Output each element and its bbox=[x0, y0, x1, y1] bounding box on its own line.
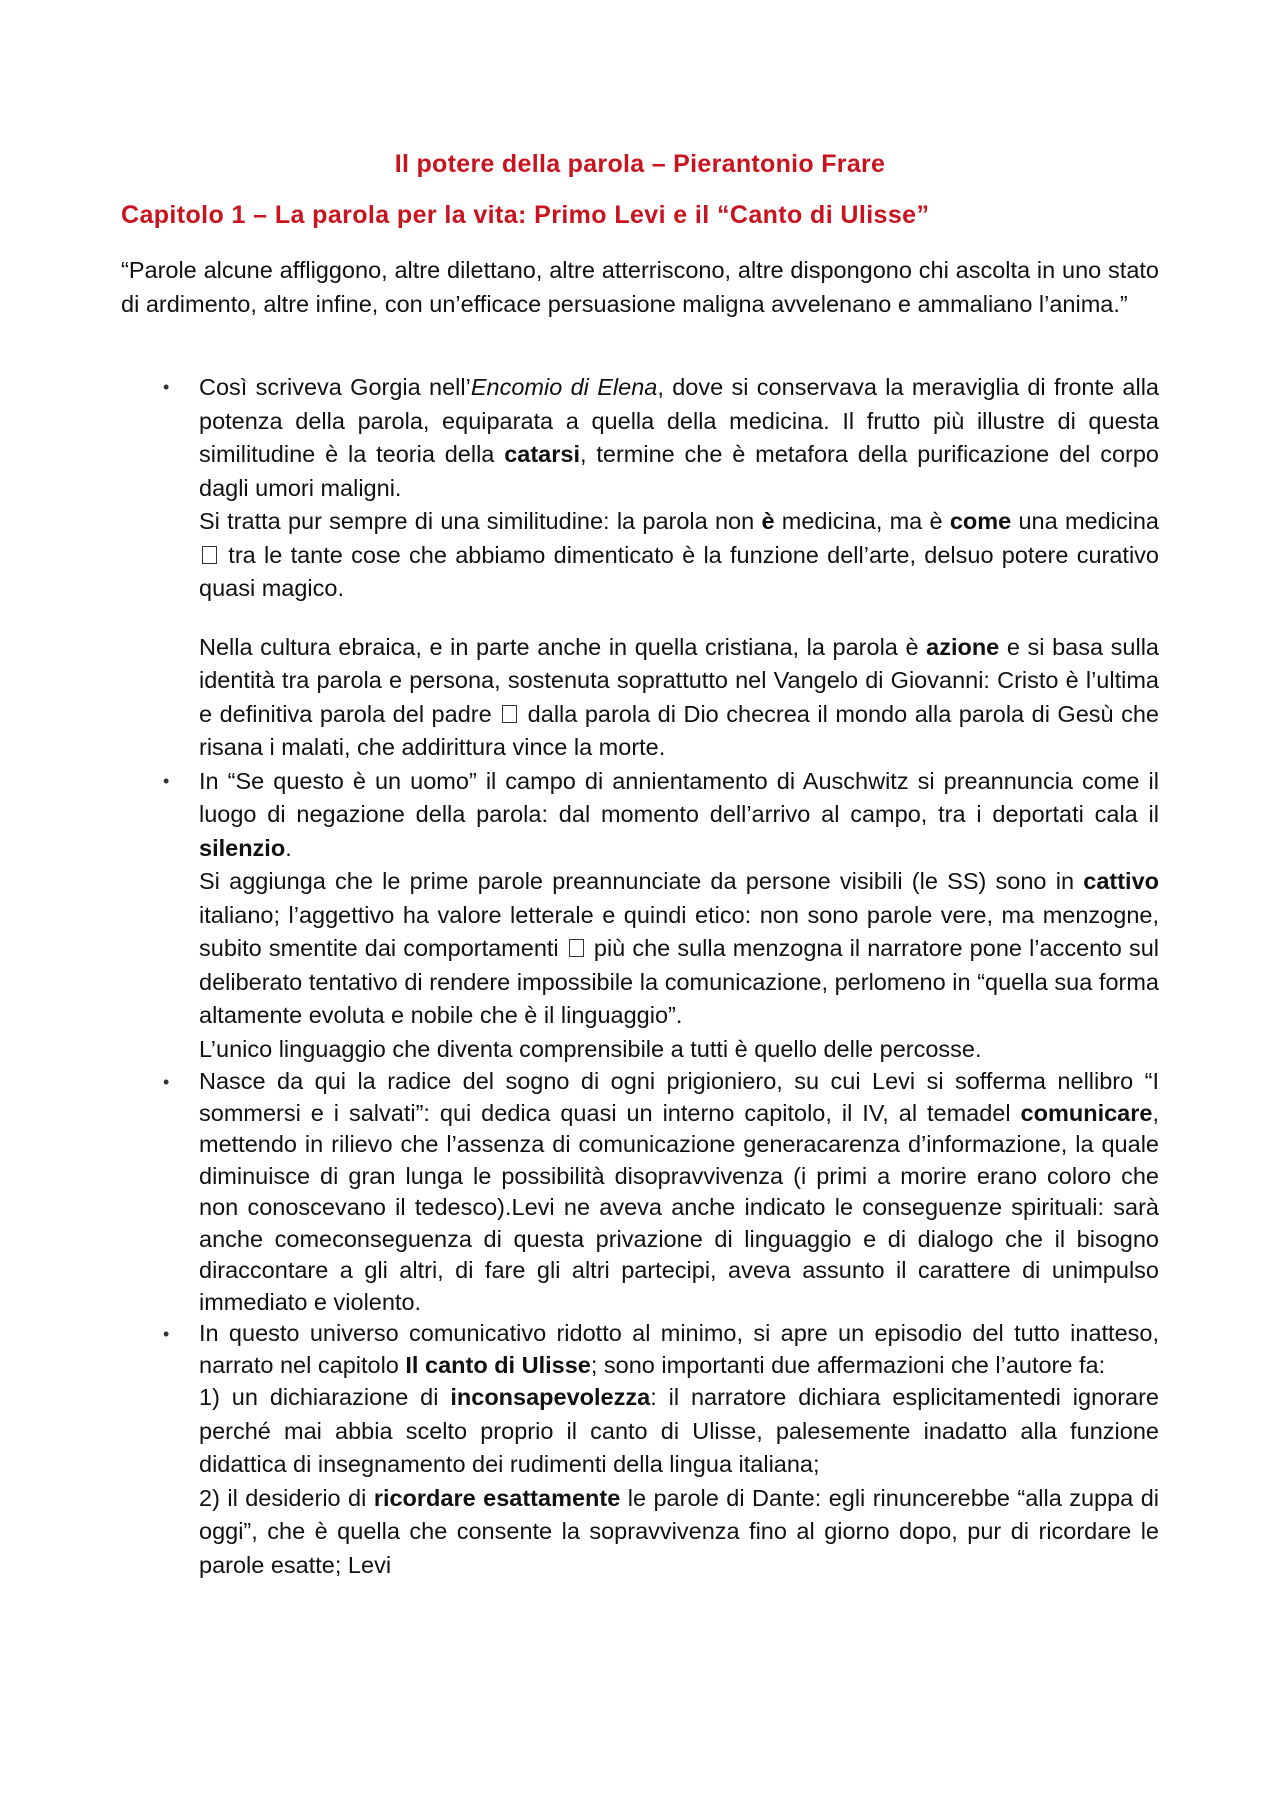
bullet-icon: • bbox=[163, 1072, 170, 1092]
missing-glyph-icon bbox=[202, 546, 217, 564]
bullet-list bbox=[121, 371, 1159, 1582]
paragraph: Nella cultura ebraica, e in parte anche in quella cristiana, la parola è azione e si basa sulla identità tra parola e persona, sostenuta soprattutto nel Vangelo di Giovanni: Cristo è l’ultima e definitiva parola del padre dalla parola di Dio checrea il mondo alla parola di Gesù che risana i malati, che addirittura vince la morte. bbox=[199, 633, 1159, 760]
paragraph: Nasce da qui la radice del sogno di ogni prigioniero, su cui Levi si sofferma nellibro “I sommersi e i salvati”: qui dedica quasi un interno capitolo, il IV, al temadel comunicare, mettendo in rilievo che l’assenza di comunicazione generacarenza d’informazione, la quale diminuisce di gran lunga le possibilità disopravvivenza (i primi a morire erano coloro che non conoscevano il tedesco).Levi ne aveva anche indicato le conseguenze spirituali: sarà anche comeconseguenza di questa privazione di linguaggio e di dialogo che il bisogno diraccontare a gli altri, di fare gli altri partecipi, aveva assunto il carattere di unimpulso immediato e violento. bbox=[199, 1068, 1159, 1315]
list-item bbox=[121, 371, 1159, 765]
paragraph: 2) il desiderio di ricordare esattamente le parole di Dante: egli rinuncerebbe “alla zuppa di oggi”, che è quella che consente la sopravvivenza fino al giorno dopo, pur di ricordare le parole esatte; Levi bbox=[199, 1484, 1159, 1578]
paragraph: Si tratta pur sempre di una similitudine: la parola non è medicina, ma è come una medicina tra le tante cose che abbiamo dimenticato è la funzione dell’arte, delsuo potere curativo quasi magico. bbox=[199, 508, 1160, 601]
document-title: Il potere della parola – Pierantonio Frare bbox=[394, 150, 886, 178]
missing-glyph-icon bbox=[502, 705, 517, 723]
paragraph: Così scriveva Gorgia nell’Encomio di Elena, dove si conservava la meraviglia di fronte alla potenza della parola, equiparata a quella della medicina. Il frutto più illustre di questa similitudine è la teoria della catarsi, termine che è metafora della purificazione del corpo dagli umori maligni. bbox=[199, 374, 1159, 501]
paragraph: 1) un dichiarazione di inconsapevolezza: il narratore dichiara esplicitamentedi ignorare perché mai abbia scelto proprio il canto di Ulisse, palesemente inadatto alla funzione didattica di insegnamento dei rudimenti della lingua italiana; bbox=[199, 1384, 1159, 1477]
paragraph: L’unico linguaggio che diventa comprensibile a tutti è quello delle percosse. bbox=[199, 1035, 982, 1062]
intro-quote: “Parole alcune affliggono, altre dilettano, altre atterriscono, altre dispongono chi ascolta in uno stato di ardimento, altre infine, con un’efficace persuasione maligna avvelenano e ammaliano l’anima.” bbox=[121, 257, 1159, 317]
list-item bbox=[121, 1318, 1159, 1582]
bullet-icon: • bbox=[163, 770, 170, 791]
missing-glyph-icon bbox=[569, 939, 584, 957]
chapter-heading: Capitolo 1 – La parola per la vita: Primo Levi e il “Canto di Ulisse” bbox=[121, 201, 930, 229]
list-item bbox=[121, 1066, 1159, 1318]
bullet-icon: • bbox=[163, 1324, 170, 1344]
paragraph: In questo universo comunicativo ridotto al minimo, si apre un episodio del tutto inatteso, narrato nel capitolo Il canto di Ulisse; sono importanti due affermazioni che l’autore fa: bbox=[199, 1320, 1159, 1378]
paragraph: In “Se questo è un uomo” il campo di annientamento di Auschwitz si preannuncia come il luogo di negazione della parola: dal momento dell’arrivo al campo, tra i deportati cala il silenzio. bbox=[199, 767, 1159, 861]
list-item bbox=[121, 765, 1159, 1067]
paragraph: Si aggiunga che le prime parole preannunciate da persone visibili (le SS) sono in cattivo italiano; l’aggettivo ha valore letterale e quindi etico: non sono parole vere, ma menzogne, subito smentite dai comportamenti più che sulla menzogna il narratore pone l’accento sul deliberato tentativo di rendere impossibile la comunicazione, perlomeno in “quella sua forma altamente evoluta e nobile che è il linguaggio”. bbox=[199, 868, 1159, 1028]
bullet-icon: • bbox=[163, 377, 170, 397]
